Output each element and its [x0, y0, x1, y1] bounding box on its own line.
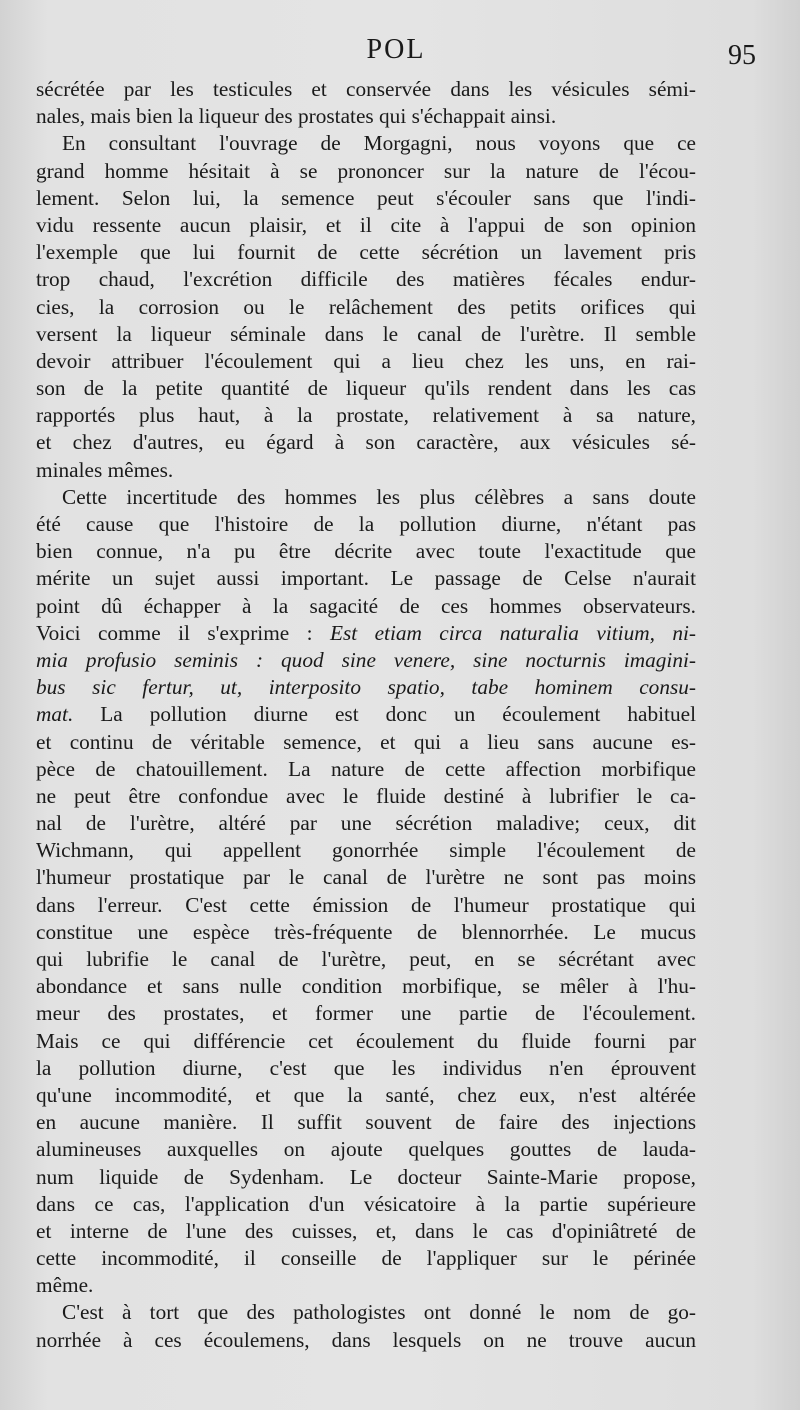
text-line [36, 837, 696, 864]
text-line [36, 1299, 696, 1326]
text-line [36, 511, 696, 538]
latin-quotation: bus sic fertur, ut, interposito spatio, tabe hominem consu- [36, 675, 696, 700]
text-line [36, 1191, 696, 1218]
line-text: mérite un sujet aussi important. Le passage de Celse n'aurait [36, 566, 696, 591]
latin-quotation: mat. [36, 702, 74, 727]
text-line [36, 321, 696, 348]
text-line [36, 484, 696, 511]
text-line [36, 1218, 696, 1245]
line-text: Cette incertitude des hommes les plus célèbres a sans doute [62, 484, 696, 509]
line-text: point dû échapper à la sagacité de ces hommes observateurs. [36, 593, 696, 618]
text-line [36, 103, 696, 130]
text-line [36, 674, 696, 701]
line-text: meur des prostates, et former une partie de l'écoulement. [36, 1001, 696, 1026]
text-line [36, 130, 696, 157]
line-text: Wichmann, qui appellent gonorrhée simple l'écoulement de [36, 838, 696, 863]
line-text: qu'une incommodité, et que la santé, chez eux, n'est altérée [36, 1082, 696, 1107]
line-text: cette incommodité, il conseille de l'appliquer sur le périnée [36, 1246, 696, 1271]
line-text: versent la liqueur séminale dans le canal de l'urètre. Il semble [36, 321, 696, 346]
line-text: dans l'erreur. C'est cette émission de l'humeur prostatique qui [36, 892, 696, 917]
line-text-after: La pollution diurne est donc un écoulement habituel [73, 702, 696, 727]
text-line [36, 402, 696, 429]
text-line [36, 919, 696, 946]
line-text: nales, mais bien la liqueur des prostates qui s'échappait ainsi. [36, 104, 557, 129]
text-line [36, 429, 696, 456]
line-text: devoir attribuer l'écoulement qui a lieu chez les uns, en rai- [36, 348, 696, 373]
line-text: la pollution diurne, c'est que les individus n'en éprouvent [36, 1055, 696, 1080]
line-text: norrhée à ces écoulemens, dans lesquels on ne trouve aucun [36, 1327, 696, 1352]
running-head: POL [366, 34, 426, 65]
body-text [36, 76, 696, 1354]
text-line [36, 565, 696, 592]
line-text: l'exemple que lui fournit de cette sécrétion un lavement pris [36, 240, 696, 265]
text-line [36, 1327, 696, 1354]
text-line [36, 76, 696, 103]
text-line [36, 1136, 696, 1163]
line-text: Mais ce qui différencie cet écoulement du fluide fourni par [36, 1028, 696, 1053]
text-line [36, 783, 696, 810]
text-line [36, 212, 696, 239]
text-line [36, 1055, 696, 1082]
text-line [36, 593, 696, 620]
text-line [36, 701, 696, 728]
line-text: même. [36, 1273, 94, 1298]
line-text: dans ce cas, l'application d'un vésicatoire à la partie supérieure [36, 1191, 696, 1216]
line-text: et continu de véritable semence, et qui a lieu sans aucune es- [36, 729, 696, 754]
text-line [36, 348, 696, 375]
text-line [36, 1164, 696, 1191]
text-line [36, 973, 696, 1000]
text-line [36, 538, 696, 565]
line-text: et chez d'autres, eu égard à son caractère, aux vésicules sé- [36, 430, 696, 455]
line-text: abondance et sans nulle condition morbifique, se mêler à l'hu- [36, 974, 696, 999]
line-text: constitue une espèce très-fréquente de blennorrhée. Le mucus [36, 919, 696, 944]
text-line [36, 810, 696, 837]
line-text: été cause que l'histoire de la pollution diurne, n'étant pas [36, 512, 696, 536]
line-text: qui lubrifie le canal de l'urètre, peut, en se sécrétant avec [36, 947, 696, 971]
text-line [36, 729, 696, 756]
text-line [36, 294, 696, 321]
line-text: num liquide de Sydenham. Le docteur Sainte-Marie propose, [36, 1164, 696, 1189]
text-line [36, 457, 696, 484]
line-text: Voici comme il s'exprime : [36, 620, 330, 645]
text-line [36, 1272, 696, 1299]
line-text: minales mêmes. [36, 457, 174, 482]
text-line [36, 239, 696, 266]
text-line [36, 158, 696, 185]
text-line [36, 1245, 696, 1272]
text-line [36, 185, 696, 212]
page-header [36, 30, 756, 74]
line-text: en aucune manière. Il suffit souvent de faire des injections [36, 1110, 696, 1135]
text-line [36, 1109, 696, 1136]
line-text: et interne de l'une des cuisses, et, dans le cas d'opiniâtreté de [36, 1218, 696, 1243]
line-text: rapportés plus haut, à la prostate, relativement à sa nature, [36, 403, 696, 428]
line-text: bien connue, n'a pu être décrite avec toute l'exactitude que [36, 539, 696, 564]
text-line [36, 1082, 696, 1109]
line-text: vidu ressente aucun plaisir, et il cite à l'appui de son opinion [36, 212, 696, 237]
text-line [36, 375, 696, 402]
line-text: lement. Selon lui, la semence peut s'écouler sans que l'indi- [36, 185, 696, 210]
line-text: alumineuses auxquelles on ajoute quelques gouttes de lauda- [36, 1137, 696, 1162]
text-line [36, 756, 696, 783]
line-text: pèce de chatouillement. La nature de cette affection morbifique [36, 756, 696, 781]
text-line [36, 1000, 696, 1027]
line-text: En consultant l'ouvrage de Morgagni, nous voyons que ce [62, 131, 696, 156]
text-line [36, 892, 696, 919]
line-text: l'humeur prostatique par le canal de l'urètre ne sont pas moins [36, 865, 696, 890]
text-line [36, 864, 696, 891]
line-text: C'est à tort que des pathologistes ont donné le nom de go- [62, 1300, 696, 1325]
line-text: son de la petite quantité de liqueur qu'ils rendent dans les cas [36, 376, 696, 401]
text-line [36, 946, 696, 973]
line-text: ne peut être confondue avec le fluide destiné à lubrifier le ca- [36, 783, 696, 808]
line-text: grand homme hésitait à se prononcer sur la nature de l'écou- [36, 158, 696, 183]
line-text: cies, la corrosion ou le relâchement des petits orifices qui [36, 294, 696, 319]
latin-quotation: Est etiam circa naturalia vitium, ni- [329, 620, 696, 645]
text-line [36, 266, 696, 293]
text-line [36, 1028, 696, 1055]
line-text: trop chaud, l'excrétion difficile des matières fécales endur- [36, 267, 696, 292]
page-number: 95 [728, 40, 756, 71]
text-line [36, 647, 696, 674]
text-line [36, 620, 696, 647]
line-text: nal de l'urètre, altéré par une sécrétion maladive; ceux, dit [36, 811, 696, 836]
line-text: sécrétée par les testicules et conservée dans les vésicules sémi- [36, 77, 696, 101]
latin-quotation: mia profusio seminis : quod sine venere, sine nocturnis imagini- [36, 647, 696, 672]
